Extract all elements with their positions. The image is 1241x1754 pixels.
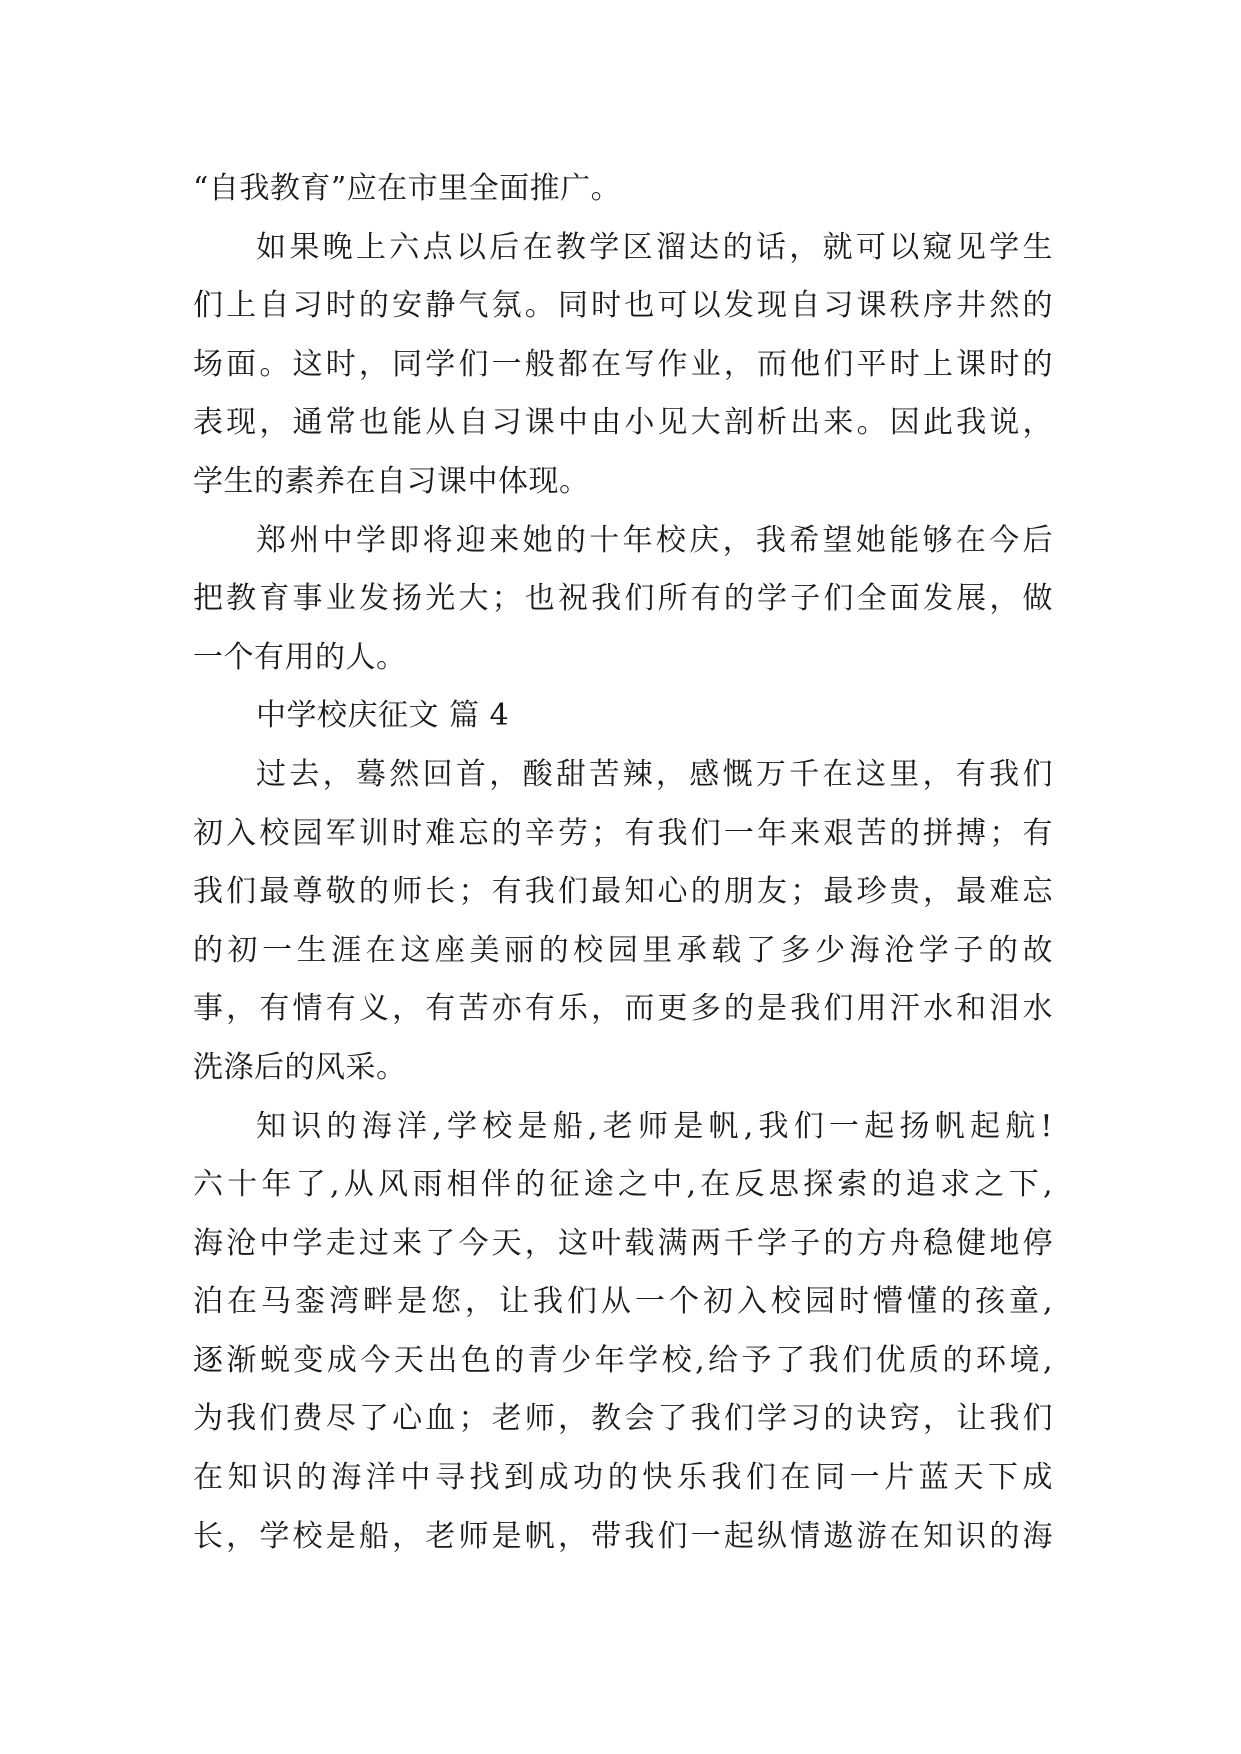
text-line: 逐渐蜕变成今天出色的青少年学校,给予了我们优质的环境, [193,1342,1053,1378]
text-line: 我们最尊敬的师长；有我们最知心的朋友；最珍贵，最难忘 [193,874,1053,910]
text-line: 场面。这时，同学们一般都在写作业，而他们平时上课时的 [193,346,1053,382]
text-line: 把教育事业发扬光大；也祝我们所有的学子们全面发展，做 [193,581,1053,617]
text-line: 表现，通常也能从自习课中由小见大剖析出来。因此我说， [193,405,1053,441]
text-line: 学生的素养在自习课中体现。 [193,463,590,499]
text-line: 如果晚上六点以后在教学区溜达的话，就可以窥见学生 [256,229,1053,265]
text-line: 知识的海洋,学校是船,老师是帆,我们一起扬帆起航! [256,1108,1053,1144]
text-line: “自我教育”应在市里全面推广。 [193,171,622,206]
text-line: 初入校园军训时难忘的辛劳；有我们一年来艰苦的拼搏；有 [193,815,1053,851]
text-line: 六十年了,从风雨相伴的征途之中,在反思探索的追求之下, [193,1167,1053,1203]
text-line: 海沧中学走过来了今天，这叶载满两千学子的方舟稳健地停 [193,1225,1053,1261]
text-line: 为我们费尽了心血；老师，教会了我们学习的诀窍，让我们 [193,1401,1053,1437]
text-line: 事，有情有义，有苦亦有乐，而更多的是我们用汗水和泪水 [193,991,1053,1027]
text-line: 们上自习时的安静气氛。同时也可以发现自习课秩序井然的 [193,288,1053,324]
text-line: 的初一生涯在这座美丽的校园里承载了多少海沧学子的故 [193,932,1053,968]
text-line: 长，学校是船，老师是帆，带我们一起纵情遨游在知识的海 [193,1518,1053,1554]
text-line: 洗涤后的风采。 [193,1049,407,1085]
text-line: 在知识的海洋中寻找到成功的快乐我们在同一片蓝天下成 [193,1460,1053,1496]
text-line: 郑州中学即将迎来她的十年校庆，我希望她能够在今后 [256,522,1053,558]
text-line: 中学校庆征文 篇 4 [256,698,510,734]
text-line: 一个有用的人。 [193,639,407,675]
text-line: 泊在马銮湾畔是您，让我们从一个初入校园时懵懂的孩童, [193,1284,1053,1320]
document-page [193,160,1053,1566]
text-line: 过去，蓦然回首，酸甜苦辣，感慨万千在这里，有我们 [256,756,1053,792]
